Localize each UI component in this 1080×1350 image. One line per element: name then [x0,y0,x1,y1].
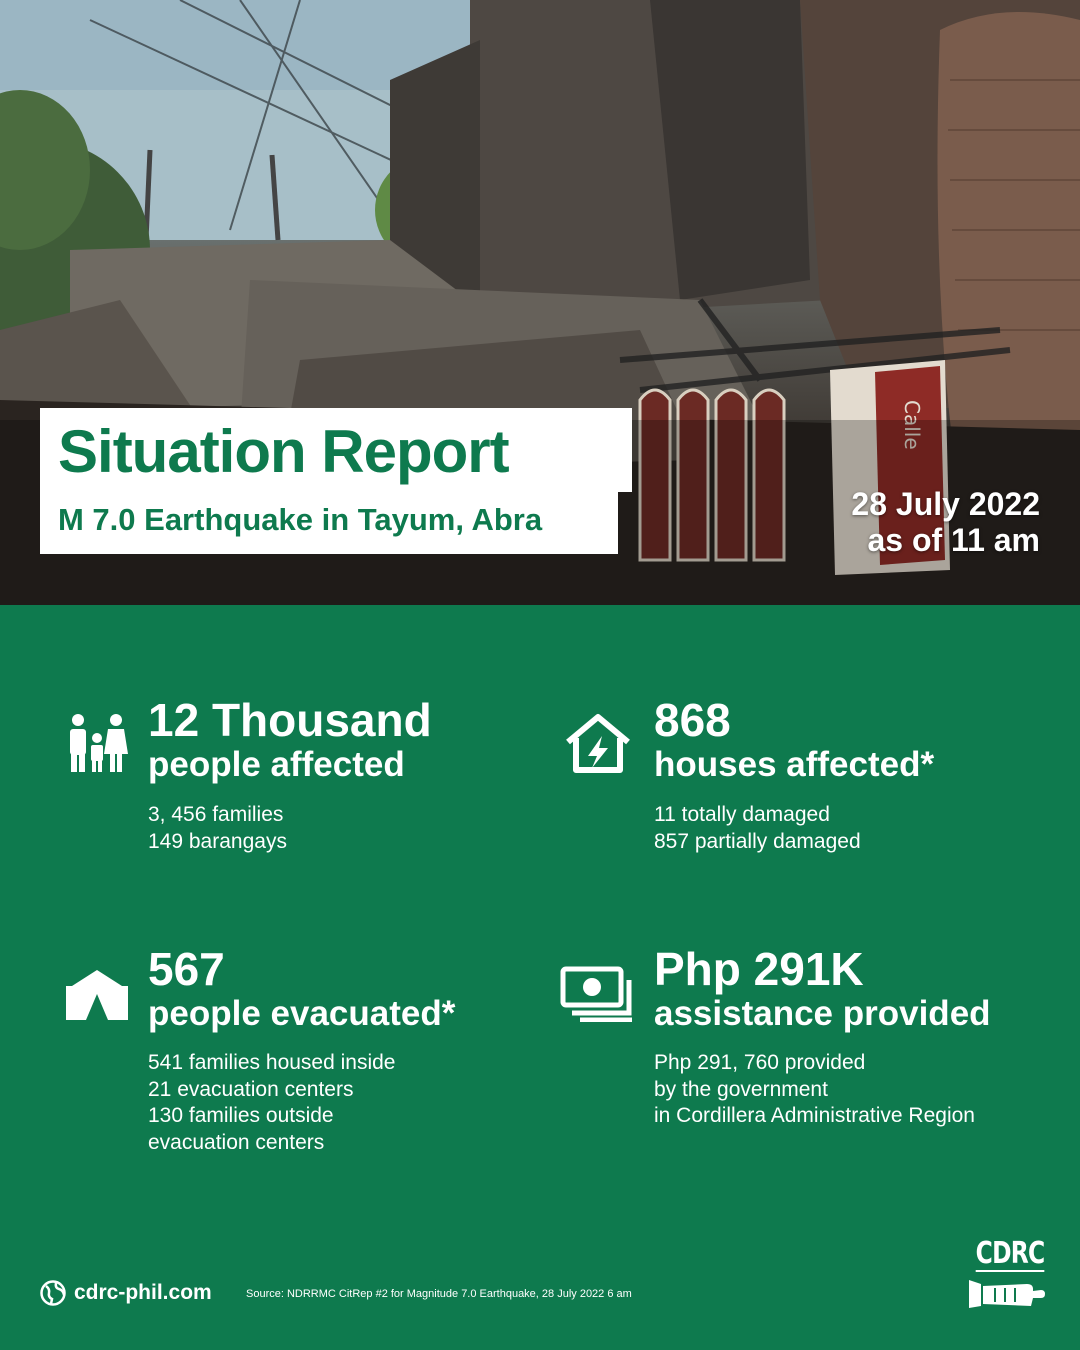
money-icon [560,966,634,1022]
cdrc-hand-logo-icon [967,1276,1047,1310]
title-box [40,408,632,492]
detail-line: in Cordillera Administrative Region [654,1104,975,1127]
stat-people-label: people affected [148,745,405,784]
stat-assistance-label: assistance provided [654,994,991,1033]
detail-line: 541 families housed inside [148,1051,396,1074]
logo-text: CDRC [975,1236,1045,1271]
stat-evacuated-details [148,1050,396,1156]
stat-assistance-value: Php 291K [654,943,864,995]
detail-line: 21 evacuation centers [148,1077,354,1101]
damaged-house-icon [564,712,632,774]
report-date [851,486,1040,558]
detail-line: 130 families outside [148,1104,334,1127]
detail-line: 3, 456 families [148,803,284,826]
stat-people-details [148,802,287,855]
report-date-day: 28 July 2022 [851,486,1040,522]
stat-people-value: 12 Thousand [148,694,432,746]
website-text: cdrc-phil.com [74,1281,212,1304]
page-title: Situation Report [58,418,509,485]
stat-houses-value: 868 [654,694,731,746]
detail-line: 857 partially damaged [654,829,861,853]
detail-line: by the government [654,1077,828,1101]
page-subtitle: M 7.0 Earthquake in Tayum, Abra [58,502,543,537]
subtitle-box [40,492,618,554]
cdrc-logo [966,1238,1048,1310]
stat-evacuated-value: 567 [148,943,225,995]
stat-assistance-details [654,1050,975,1130]
detail-line: 11 totally damaged [654,803,830,826]
stat-houses-label: houses affected* [654,745,935,784]
detail-line: evacuation centers [148,1130,325,1154]
detail-line: 149 barangays [148,829,287,853]
website-link[interactable] [40,1280,212,1306]
tent-icon [64,968,130,1022]
globe-icon [40,1280,66,1306]
source-note: Source: NDRRMC CitRep #2 for Magnitude 7.0 Earthquake, 28 July 2022 6 am [246,1288,632,1300]
detail-line: Php 291, 760 provided [654,1051,866,1074]
family-icon [66,712,128,774]
stat-houses-details [654,802,861,855]
stat-evacuated-label: people evacuated* [148,994,456,1033]
street-sign-text: Calle [900,400,924,450]
report-date-time: as of 11 am [867,522,1040,558]
